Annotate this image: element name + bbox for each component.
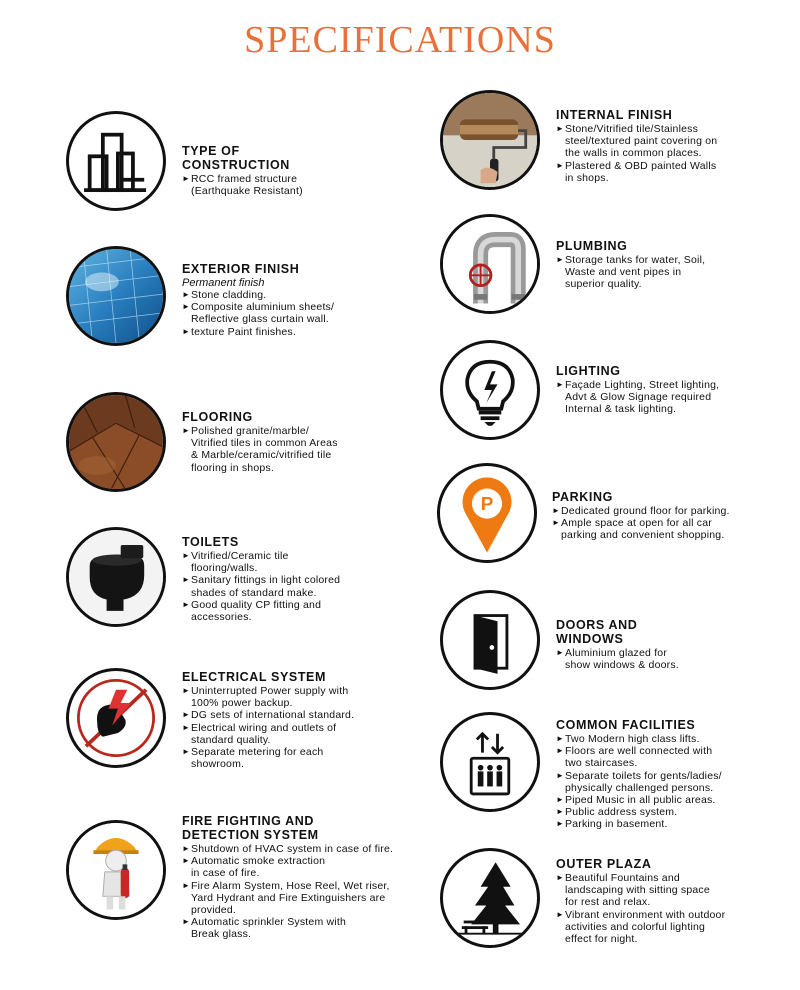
paint-roller-icon [440, 90, 540, 190]
bullet-arrow-icon: ► [182, 844, 191, 853]
bullet-arrow-icon: ► [182, 174, 191, 183]
bullet-arrow-icon: ► [556, 819, 565, 829]
spec-line: steel/textured paint covering on [565, 135, 718, 148]
spec-line: parking and convenient shopping. [561, 529, 725, 542]
tree-bench-icon [440, 848, 540, 948]
bullet-arrow-icon: ► [182, 575, 191, 585]
spec-line: effect for night. [565, 933, 638, 946]
glass-facade-icon [66, 246, 166, 346]
bullet-arrow-icon: ► [182, 686, 191, 695]
spec-line: (Earthquake Resistant) [191, 185, 303, 198]
bullet-arrow-icon: ► [556, 909, 565, 919]
parking-pin-icon [437, 463, 537, 563]
spec-line: & Marble/ceramic/vitrified tile [191, 449, 332, 462]
spec-line: ►Electrical wiring and outlets of [182, 721, 337, 734]
bullet-arrow-icon: ► [556, 255, 565, 264]
spec-line: ►Fire Alarm System, Hose Reel, Wet riser, [182, 879, 390, 892]
spec-heading: INTERNAL FINISH [556, 108, 673, 122]
spec-line: ►Piped Music in all public areas. [556, 794, 716, 807]
bullet-arrow-icon: ► [182, 917, 191, 927]
spec-line: ►DG sets of international standard. [182, 709, 355, 722]
spec-line: ►Public address system. [556, 806, 678, 819]
bullet-arrow-icon: ► [556, 160, 565, 170]
bullet-arrow-icon: ► [556, 770, 565, 780]
bullet-arrow-icon: ► [556, 124, 565, 133]
spec-line: ►Stone cladding. [182, 289, 267, 301]
spec-subheading: Permanent finish [182, 277, 265, 289]
bullet-arrow-icon: ► [556, 380, 565, 389]
spec-heading: ELECTRICAL SYSTEM [182, 670, 327, 684]
spec-heading: FLOORING [182, 410, 253, 424]
spec-heading: PARKING [552, 490, 613, 504]
spec-line: ►Dedicated ground floor for parking. [552, 505, 730, 517]
spec-line: Internal & task lighting. [565, 403, 677, 416]
toilet-icon [66, 527, 166, 627]
spec-line: ►RCC framed structure [182, 173, 298, 185]
spec-line: ►Shutdown of HVAC system in case of fire. [182, 843, 394, 855]
spec-line: ►Aluminium glazed for [556, 647, 668, 659]
spec-line: ►Plastered & OBD painted Walls [556, 159, 717, 172]
spec-line: ►Automatic sprinkler System with [182, 916, 346, 929]
spec-line: 100% power backup. [191, 697, 293, 710]
spec-line: ►Two Modern high class lifts. [556, 733, 700, 745]
spec-line: in case of fire. [191, 867, 260, 880]
pipe-valve-icon [440, 214, 540, 314]
spec-heading: DOORS AND WINDOWS [556, 618, 638, 646]
spec-line: superior quality. [565, 278, 642, 291]
spec-line: Break glass. [191, 928, 252, 941]
spec-heading: PLUMBING [556, 239, 628, 253]
svg-text:P: P [480, 493, 494, 515]
bullet-arrow-icon: ► [182, 551, 191, 560]
spec-line: ►Vibrant environment with outdoor [556, 908, 726, 921]
bullet-arrow-icon: ► [552, 506, 561, 515]
bullet-arrow-icon: ► [182, 599, 191, 609]
elevator-icon [440, 712, 540, 812]
bullet-arrow-icon: ► [556, 746, 565, 756]
bullet-arrow-icon: ► [182, 722, 191, 732]
spec-line: Advt & Glow Signage required [565, 391, 712, 404]
page-title: SPECIFICATIONS [244, 19, 556, 61]
spec-line: ►Floors are well connected with [556, 745, 713, 758]
spec-line: the walls in common places. [565, 147, 702, 160]
door-icon [440, 590, 540, 690]
spec-heading: LIGHTING [556, 364, 621, 378]
spec-line: standard quality. [191, 733, 271, 746]
spec-line: Waste and vent pipes in [565, 266, 682, 279]
bullet-arrow-icon: ► [182, 880, 191, 890]
spec-line: ►Automatic smoke extraction [182, 855, 326, 868]
spec-line: ►Stone/Vitrified tile/Stainless [556, 123, 699, 135]
bullet-arrow-icon: ► [556, 795, 565, 805]
spec-line: in shops. [565, 171, 609, 184]
spec-line: ►Uninterrupted Power supply with [182, 685, 349, 697]
bullet-arrow-icon: ► [182, 747, 191, 757]
spec-line: show windows & doors. [565, 659, 679, 672]
spec-line: accessories. [191, 611, 252, 624]
spec-line: flooring in shops. [191, 461, 274, 474]
spec-line: ►Storage tanks for water, Soil, [556, 254, 706, 266]
spec-line: flooring/walls. [191, 562, 258, 575]
spec-line: shades of standard make. [191, 586, 317, 599]
bullet-arrow-icon: ► [182, 710, 191, 720]
spec-line: two staircases. [565, 757, 638, 770]
spec-line: activities and colorful lighting [565, 920, 706, 933]
spec-heading: TYPE OF CONSTRUCTION [182, 144, 290, 172]
bullet-arrow-icon: ► [182, 856, 191, 866]
buildings-icon [66, 111, 166, 211]
spec-line: for rest and relax. [565, 896, 651, 909]
spec-line: ►Vitrified/Ceramic tile [182, 550, 289, 562]
bullet-arrow-icon: ► [182, 290, 191, 299]
bullet-arrow-icon: ► [182, 426, 191, 435]
spec-line: ►Polished granite/marble/ [182, 425, 310, 437]
spec-line: ►Parking in basement. [556, 818, 668, 831]
bullet-arrow-icon: ► [182, 326, 191, 336]
spec-line: ►Ample space at open for all car [552, 517, 712, 530]
spec-line: ►texture Paint finishes. [182, 325, 296, 338]
spec-line: physically challenged persons. [565, 781, 714, 794]
lightning-arm-icon [66, 668, 166, 768]
spec-heading: OUTER PLAZA [556, 857, 652, 871]
bullet-arrow-icon: ► [556, 734, 565, 743]
spec-line: Vitrified tiles in common Areas [191, 437, 338, 450]
spec-line: ►Good quality CP fitting and [182, 598, 322, 611]
spec-line: showroom. [191, 758, 245, 771]
spec-line: provided. [191, 904, 236, 917]
spec-heading: EXTERIOR FINISH [182, 262, 300, 276]
bullet-arrow-icon: ► [556, 873, 565, 882]
spec-heading: TOILETS [182, 535, 239, 549]
spec-line: landscaping with sitting space [565, 884, 710, 897]
firefighter-icon [66, 820, 166, 920]
light-bulb-icon [440, 340, 540, 440]
spec-line: ►Façade Lighting, Street lighting, [556, 379, 720, 391]
spec-line: ►Separate toilets for gents/ladies/ [556, 769, 722, 782]
wood-floor-icon [66, 392, 166, 492]
bullet-arrow-icon: ► [556, 648, 565, 657]
spec-heading: COMMON FACILITIES [556, 718, 696, 732]
spec-heading: FIRE FIGHTING AND DETECTION SYSTEM [182, 814, 319, 842]
spec-line: Yard Hydrant and Fire Extinguishers are [191, 891, 386, 904]
bullet-arrow-icon: ► [552, 518, 561, 528]
spec-line: ►Composite aluminium sheets/ [182, 301, 335, 314]
spec-line: ►Sanitary fittings in light colored [182, 574, 341, 587]
bullet-arrow-icon: ► [182, 302, 191, 312]
spec-line: ►Beautiful Fountains and [556, 872, 680, 884]
bullet-arrow-icon: ► [556, 807, 565, 817]
spec-line: ►Separate metering for each [182, 746, 324, 759]
spec-line: Reflective glass curtain wall. [191, 313, 329, 326]
